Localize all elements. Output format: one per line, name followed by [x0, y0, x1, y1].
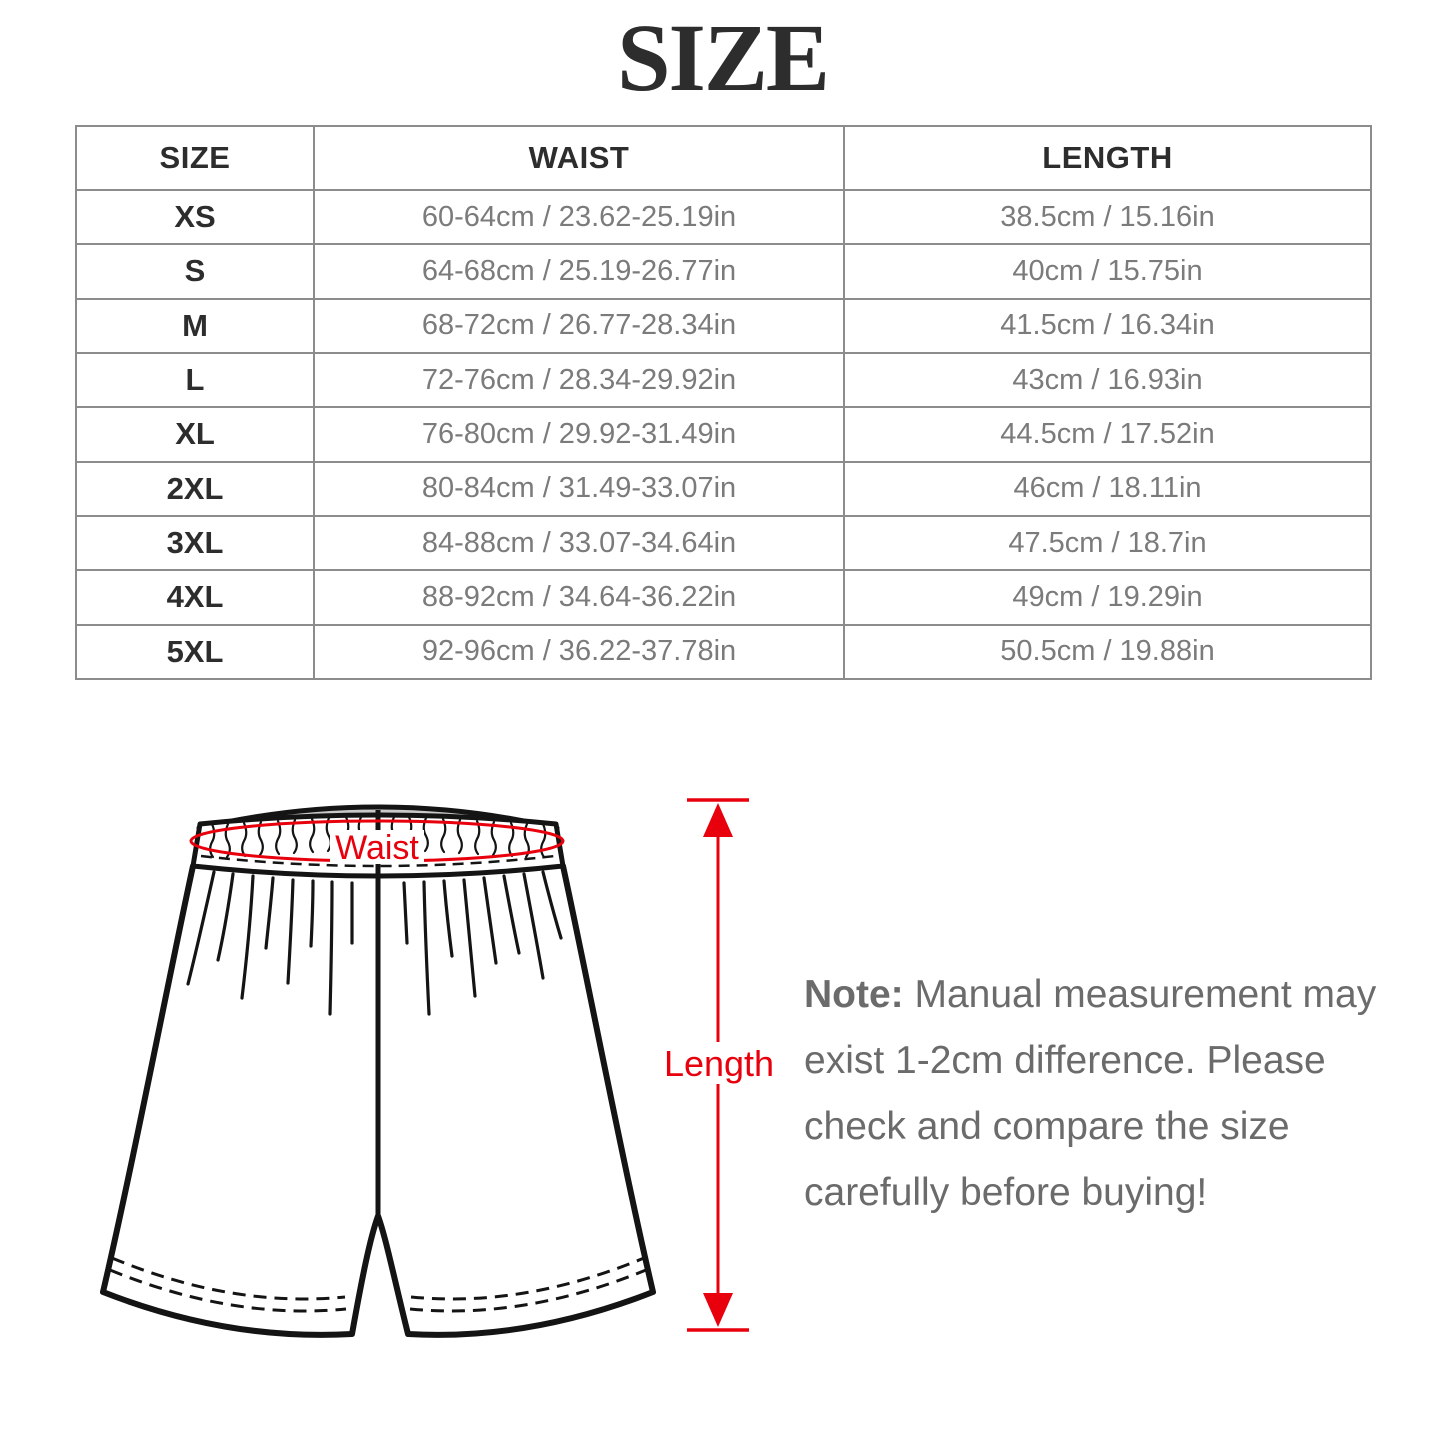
size-cell: 4XL [76, 570, 314, 624]
length-cell: 41.5cm / 16.34in [844, 299, 1371, 353]
length-arrowhead-down [703, 1293, 733, 1327]
note-line-1-text: Manual measurement may [914, 973, 1377, 1016]
length-label: Length [663, 1043, 775, 1084]
table-row [76, 462, 1371, 516]
waist-cell: 88-92cm / 34.64-36.22in [314, 570, 844, 624]
waist-cell: 72-76cm / 28.34-29.92in [314, 353, 844, 407]
table-row [76, 407, 1371, 461]
waist-label: Waist [335, 829, 419, 867]
length-cell: 44.5cm / 17.52in [844, 407, 1371, 461]
table-row [76, 353, 1371, 407]
size-cell: XL [76, 407, 314, 461]
length-arrow [664, 800, 774, 1330]
header-size: SIZE [76, 126, 314, 190]
note-label: Note: [804, 973, 904, 1016]
note-line-3: check and compare the size [804, 1105, 1290, 1148]
shorts-measurement-diagram [60, 755, 780, 1375]
size-cell: S [76, 244, 314, 298]
length-cell: 40cm / 15.75in [844, 244, 1371, 298]
waist-cell: 60-64cm / 23.62-25.19in [314, 190, 844, 244]
table-row [76, 244, 1371, 298]
waist-cell: 76-80cm / 29.92-31.49in [314, 407, 844, 461]
size-cell: M [76, 299, 314, 353]
measurement-note [804, 962, 1404, 1226]
table-row [76, 190, 1371, 244]
size-cell: L [76, 353, 314, 407]
length-cell: 47.5cm / 18.7in [844, 516, 1371, 570]
size-table-header [76, 126, 1371, 190]
length-arrowhead-up [703, 803, 733, 837]
size-table [75, 125, 1372, 680]
header-waist: WAIST [314, 126, 844, 190]
length-cell: 46cm / 18.11in [844, 462, 1371, 516]
waist-cell: 68-72cm / 26.77-28.34in [314, 299, 844, 353]
length-cell: 38.5cm / 15.16in [844, 190, 1371, 244]
note-line-2: exist 1-2cm difference. Please [804, 1039, 1326, 1082]
table-row [76, 516, 1371, 570]
waist-cell: 80-84cm / 31.49-33.07in [314, 462, 844, 516]
table-row [76, 625, 1371, 679]
size-cell: 3XL [76, 516, 314, 570]
header-row [76, 126, 1371, 190]
table-row [76, 570, 1371, 624]
waist-cell: 92-96cm / 36.22-37.78in [314, 625, 844, 679]
waist-cell: 84-88cm / 33.07-34.64in [314, 516, 844, 570]
length-cell: 49cm / 19.29in [844, 570, 1371, 624]
length-cell: 50.5cm / 19.88in [844, 625, 1371, 679]
note-line-1 [804, 962, 1404, 1028]
size-cell: 5XL [76, 625, 314, 679]
waist-cell: 64-68cm / 25.19-26.77in [314, 244, 844, 298]
header-length: LENGTH [844, 126, 1371, 190]
note-line-4: carefully before buying! [804, 1171, 1208, 1214]
size-cell: XS [76, 190, 314, 244]
page-title: SIZE [617, 4, 828, 111]
table-row [76, 299, 1371, 353]
length-cell: 43cm / 16.93in [844, 353, 1371, 407]
size-table-body [76, 190, 1371, 679]
size-cell: 2XL [76, 462, 314, 516]
